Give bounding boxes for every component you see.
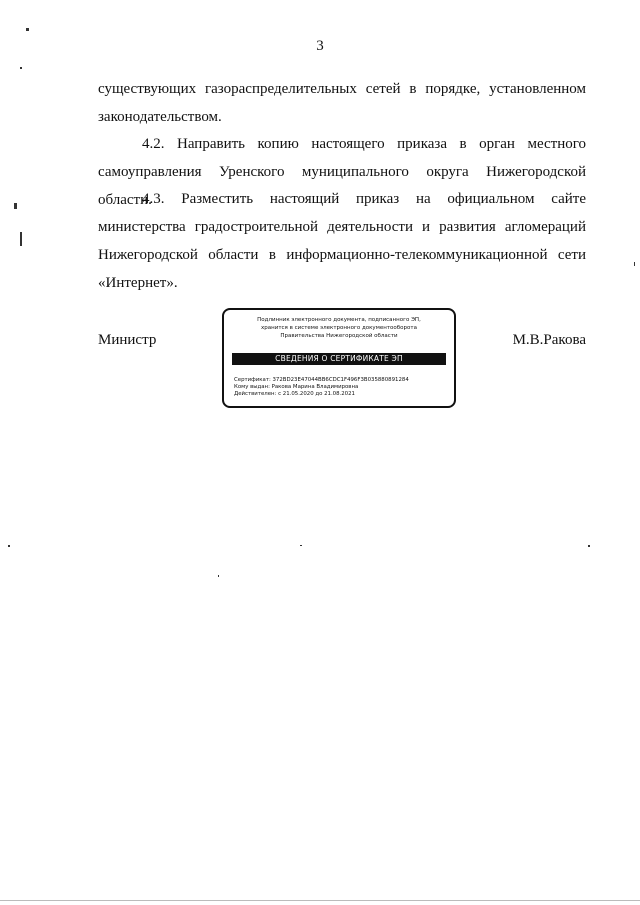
- paragraph-4-2: 4.2. Направить копию настоящего приказа в орган местного самоуправления Уренского муниципального округа Нижегородской области.: [98, 136, 586, 208]
- scan-speck: [20, 232, 22, 246]
- bottom-edge-line: [0, 900, 640, 901]
- scan-speck: [634, 262, 635, 266]
- certificate-number: Сертификат: 372BD23E47044BB6CDC1F496F3B035880891284: [234, 377, 409, 383]
- signature-role: Министр: [98, 332, 157, 348]
- stamp-header: [232, 316, 446, 340]
- stamp-details: [234, 377, 448, 398]
- stamp-header-line: Подлинник электронного документа, подписанного ЭП,: [257, 317, 421, 323]
- certificate-owner: Кому выдан: Ракова Марина Владимировна: [234, 384, 359, 390]
- certificate-validity: Действителен: с 21.05.2020 до 21.08.2021: [234, 391, 355, 397]
- stamp-header-line: Правительства Нижегородской области: [280, 333, 398, 339]
- scan-speck: [26, 28, 29, 31]
- paragraph-4-3: 4.3. Разместить настоящий приказ на официальном сайте министерства градостроительной деятельности и развития агломераций Нижегородской области в информационно-телекоммуникационной сети «Интернет».: [98, 191, 586, 291]
- scan-speck: [218, 575, 219, 577]
- stamp-banner: СВЕДЕНИЯ О СЕРТИФИКАТЕ ЭП: [232, 353, 446, 365]
- signature-name: М.В.Ракова: [512, 332, 586, 348]
- scan-speck: [300, 545, 302, 546]
- scan-speck: [588, 545, 590, 547]
- stamp-header-line: хранится в системе электронного документооборота: [261, 325, 417, 331]
- scan-speck: [8, 545, 10, 547]
- scan-speck: [20, 67, 22, 69]
- paragraph-1: существующих газораспределительных сетей в порядке, установленном законодательством.: [98, 81, 586, 125]
- page-number: 3: [316, 38, 324, 54]
- electronic-signature-stamp: [222, 308, 456, 408]
- scan-speck: [14, 203, 17, 209]
